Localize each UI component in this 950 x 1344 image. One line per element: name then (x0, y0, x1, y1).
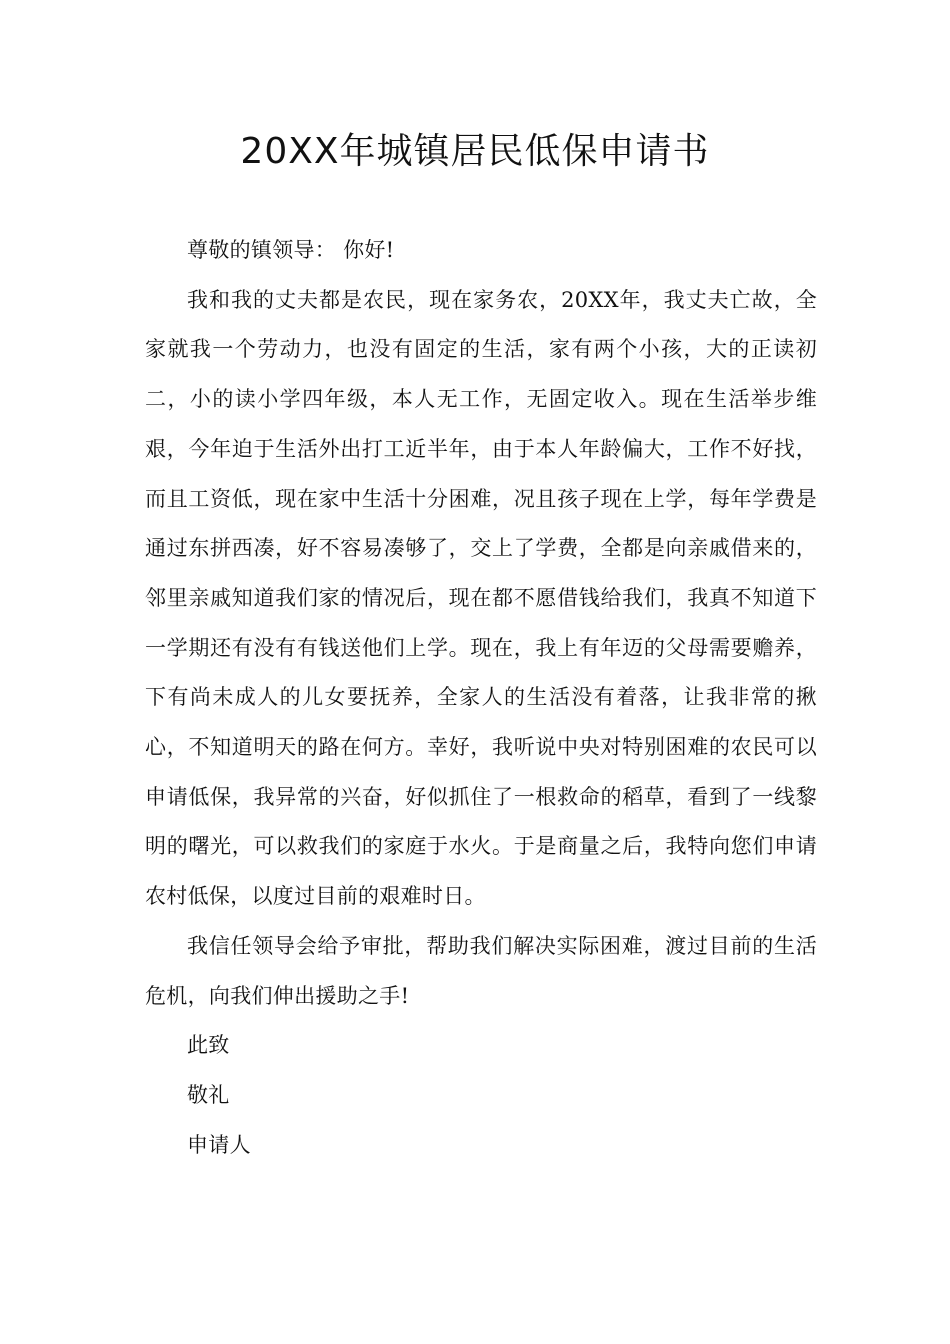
document-body (145, 226, 817, 1170)
body-paragraph-1: 我和我的丈夫都是农民，现在家务农，20XX年，我丈夫亡故，全家就我一个劳动力，也没有固定的生活，家有两个小孩，大的正读初二，小的读小学四年级，本人无工作，无固定收入。现在生活举步维艰，今年迫于生活外出打工近半年，由于本人年龄偏大，工作不好找，而且工资低，现在家中生活十分困难，况且孩子现在上学，每年学费是通过东拼西凑，好不容易凑够了，交上了学费，全都是向亲戚借来的，邻里亲戚知道我们家的情况后，现在都不愿借钱给我们，我真不知道下一学期还有没有有钱送他们上学。现在，我上有年迈的父母需要赡养，下有尚未成人的儿女要抚养，全家人的生活没有着落，让我非常的揪心，不知道明天的路在何方。幸好，我听说中央对特别困难的农民可以申请低保，我异常的兴奋，好似抓住了一根救命的稻草，看到了一线黎明的曙光，可以救我们的家庭于水火。于是商量之后，我特向您们申请农村低保，以度过目前的艰难时日。 (145, 287, 817, 909)
closing-salutation: 此致 (187, 1033, 230, 1058)
closing-regards: 敬礼 (187, 1082, 230, 1107)
document-title: 20XX年城镇居民低保申请书 (240, 131, 710, 172)
body-paragraph-2: 我信任领导会给予审批，帮助我们解决实际困难，渡过目前的生活危机，向我们伸出援助之手! (145, 933, 817, 1008)
applicant-signature-label: 申请人 (187, 1132, 251, 1157)
greeting-line: 尊敬的镇领导： 你好! (187, 238, 395, 262)
